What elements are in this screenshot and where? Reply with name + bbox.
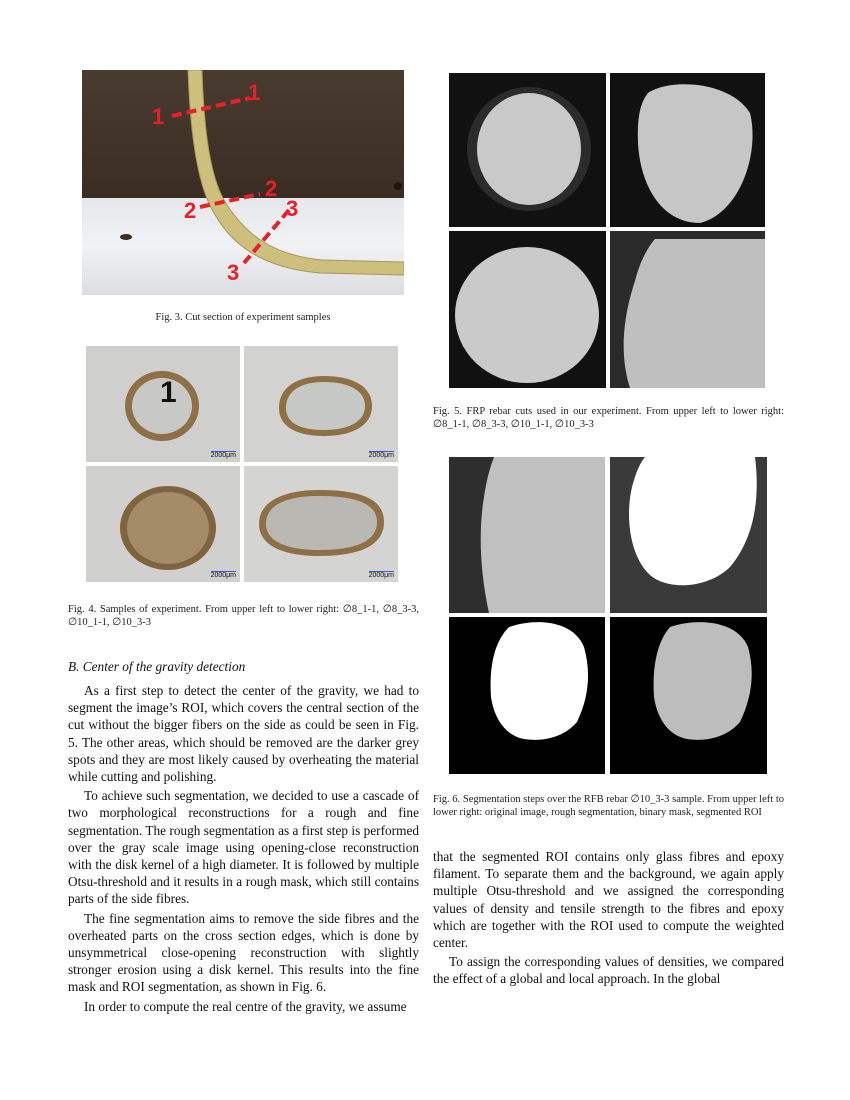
fig3-label-1b: 1 (248, 80, 261, 105)
fig5-caption: Fig. 5. FRP rebar cuts used in our experiment. From upper left to lower right: ∅8_1-1, ∅8_3-3, ∅10_1-1, ∅10_3-3 (433, 406, 784, 430)
paragraph: To achieve such segmentation, we decided to use a cascade of two morphological reconstructions for a rough and fine segmentation. The rough segmentation as a first step is performed over the gray scale image using opening-close reconstruction with the disk kernel of a high diameter. It is followed by multiple Otsu-threshold and it results in a rough mask, which still contains parts of the side fibres. (68, 788, 419, 907)
sample-core (481, 457, 605, 613)
fig4-scale-4: 2000μm (368, 572, 394, 579)
fig4-scale-1: 2000μm (210, 452, 236, 459)
fig4-sample-2 (244, 346, 398, 462)
paragraph: that the segmented ROI contains only glass fibres and epoxy filament. To separate them and the background, we again apply multiple Otsu-threshold and we assigned the corresponding values of density and tensile strength to the fibres and epoxy which are together with the ROI used to compute the weighted center. (433, 849, 784, 951)
fig6-binary-mask (449, 617, 605, 774)
paragraph: In order to compute the real centre of the gravity, we assume (84, 998, 407, 1014)
fig4-scale-2: 2000μm (368, 452, 394, 459)
fig6-segmented-roi (610, 617, 767, 774)
fig5-sample-3 (449, 231, 606, 388)
fig3-label-3a: 3 (286, 196, 299, 221)
fig6-binary-mask-shape (449, 617, 605, 774)
fig4-tile-4 (244, 466, 398, 582)
right-column-text (433, 848, 784, 990)
paragraph: The fine segmentation aims to remove the side fibres and the overheated parts on the cross section edges, which is done by unsymmetrical close-opening reconstruction with slightly stronger erosion using a disk kernel. This results into the fine mask and ROI segmentation, as shown in Fig. 6. (68, 910, 419, 995)
fig5-tile-2 (610, 73, 765, 227)
rebar-shape (188, 70, 404, 275)
fig4-tile-3 (86, 466, 240, 582)
paragraph: As a first step to detect the center of the gravity, we had to segment the image’s ROI, which covers the central section of the cut without the bigger fibers on the side as could be seen in Fig. 5. The other areas, which should be removed are the darker grey spots and they are most likely caused by overheating the material while cutting and polishing. (68, 683, 419, 785)
fig4-sample-4 (244, 466, 398, 582)
stain-mark (120, 234, 132, 240)
fig6-original-sample (449, 457, 605, 613)
sample-core (455, 247, 599, 383)
sample-core (638, 84, 753, 223)
fig4-scale-3: 2000μm (210, 572, 236, 579)
fig6-original (449, 457, 605, 613)
cut-line-1 (172, 98, 250, 116)
mask-region (629, 457, 757, 585)
roi-region (654, 622, 752, 740)
fig4-tile-2 (244, 346, 398, 462)
fig5-sample-4 (610, 231, 765, 388)
sample-core (477, 93, 581, 205)
fig3-caption: Fig. 3. Cut section of experiment samples (155, 312, 331, 323)
fig5-sample-1 (449, 73, 606, 227)
fig6-roi-shape (610, 617, 767, 774)
fig5-tile-4 (610, 231, 765, 388)
fig6-rough-segmentation (610, 457, 767, 613)
fig3-label-2a: 2 (184, 198, 197, 223)
fig6-caption: Fig. 6. Segmentation steps over the RFB rebar ∅10_3-3 sample. From upper left to lower right: original image, rough segmentation, binary mask, segmented ROI (433, 794, 784, 818)
nut-dot (394, 182, 402, 190)
fig5-tile-3 (449, 231, 606, 388)
sample-core (624, 239, 765, 388)
fig3-label-1a: 1 (152, 104, 165, 129)
sample-core (266, 496, 377, 550)
fig4-sample-3 (86, 466, 240, 582)
paragraph: To assign the corresponding values of densities, we compared the effect of a global and local approach. In the global (433, 954, 784, 987)
fig4-caption: Fig. 4. Samples of experiment. From upper left to lower right: ∅8_1-1, ∅8_3-3, ∅10_1-1, ∅10_3-3 (68, 604, 419, 628)
fig3-photo (82, 70, 404, 295)
fig3-rebar-drawing (82, 70, 404, 295)
left-column-text (68, 682, 419, 1017)
fig5-tile-1 (449, 73, 606, 227)
fig6-rough-mask (610, 457, 767, 613)
fig3-label-3b: 3 (227, 260, 240, 285)
section-heading: B. Center of the gravity detection (68, 659, 246, 674)
fig4-sample-mark: 1 (160, 376, 177, 409)
fig5-sample-2 (610, 73, 765, 227)
mask-region (491, 622, 588, 740)
fig3-label-2b: 2 (265, 176, 278, 201)
sample-core (127, 492, 209, 564)
sample-core (286, 382, 365, 430)
fig4-tile-1 (86, 346, 240, 462)
